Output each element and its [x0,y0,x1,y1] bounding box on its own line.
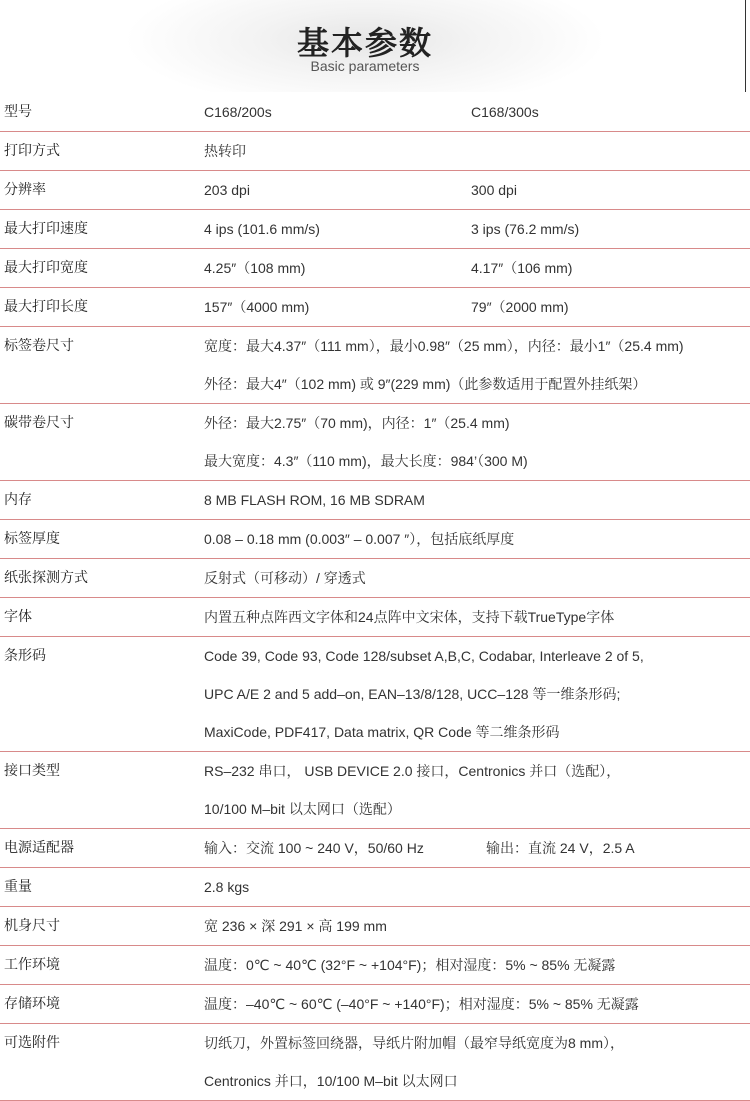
spec-label: 可选附件 [4,1035,60,1051]
spec-row [0,93,750,132]
spec-value: UPC A/E 2 and 5 add–on, EAN–13/8/128, UCC–128 等一维条形码; [204,686,621,702]
spec-row [0,520,750,559]
spec-row [0,327,750,404]
spec-value: C168/300s [471,104,539,120]
spec-label: 机身尺寸 [4,918,60,934]
spec-value: 内置五种点阵西文字体和24点阵中文宋体，支持下载TrueType字体 [204,609,615,625]
spec-value: 温度：0℃ ~ 40℃ (32°F ~ +104°F)；相对湿度：5% ~ 85% 无凝露 [204,957,616,973]
spec-value: 3 ips (76.2 mm/s) [471,221,580,237]
spec-line [0,210,750,248]
spec-value: 0.08 – 0.18 mm (0.003″ – 0.007 ″），包括底纸厚度 [204,531,515,547]
spec-line [0,481,750,519]
edge-divider [745,0,750,92]
spec-value: 4.17″（106 mm) [471,260,573,276]
spec-value: 10/100 M–bit 以太网口（选配） [204,801,401,817]
spec-line [0,132,750,170]
spec-row [0,171,750,210]
spec-line [0,637,750,675]
spec-value: 300 dpi [471,182,517,198]
spec-value: 2.8 kgs [204,879,250,895]
spec-row [0,907,750,946]
spec-value: 反射式（可移动）/ 穿透式 [204,570,366,586]
spec-label: 条形码 [4,648,46,664]
spec-label: 标签卷尺寸 [4,338,74,354]
spec-label: 接口类型 [4,763,60,779]
spec-value: 宽度：最大4.37″（111 mm），最小0.98″（25 mm），内径：最小1″（25.4 mm) [204,338,684,354]
spec-value: 热转印 [204,143,246,159]
spec-row [0,288,750,327]
spec-value: 外径：最大2.75″（70 mm)，内径：1″（25.4 mm) [204,415,510,431]
spec-label: 字体 [4,609,32,625]
spec-line [0,907,750,945]
spec-line [0,327,750,365]
spec-value: 8 MB FLASH ROM, 16 MB SDRAM [204,492,425,508]
spec-row [0,946,750,985]
spec-line [0,868,750,906]
spec-line [0,171,750,209]
page-subtitle: Basic parameters [310,58,420,74]
spec-value: 外径：最大4″（102 mm) 或 9″(229 mm)（此参数适用于配置外挂纸架） [204,376,647,392]
spec-line [0,946,750,984]
spec-line [0,249,750,287]
spec-row [0,1024,750,1101]
spec-line [0,790,750,828]
spec-value: 最大宽度：4.3″（110 mm)，最大长度：984’（300 M) [204,453,528,469]
spec-line [0,829,750,867]
page-title: 基本参数 [296,24,433,62]
spec-value: C168/200s [204,104,272,120]
spec-row [0,985,750,1024]
spec-label: 碳带卷尺寸 [4,415,74,431]
spec-label: 工作环境 [4,957,60,973]
spec-value: RS–232 串口， USB DEVICE 2.0 接口，Centronics 并口（选配）， [204,763,621,779]
spec-row [0,559,750,598]
spec-value: 切纸刀，外置标签回绕器，导纸片附加帽（最窄导纸宽度为8 mm）， [204,1035,624,1051]
spec-row [0,404,750,481]
spec-row [0,249,750,288]
spec-row [0,598,750,637]
spec-label: 最大打印长度 [4,299,88,315]
spec-label: 纸张探测方式 [4,570,88,586]
spec-label: 最大打印宽度 [4,260,88,276]
spec-table [0,93,750,1101]
spec-value: Code 39, Code 93, Code 128/subset A,B,C, Codabar, Interleave 2 of 5, [204,648,644,664]
spec-value: 203 dpi [204,182,250,198]
spec-line [0,985,750,1023]
spec-value: 4 ips (101.6 mm/s) [204,221,320,237]
spec-label: 电源适配器 [4,840,74,856]
spec-line [0,598,750,636]
spec-line [0,288,750,326]
spec-label: 存储环境 [4,996,60,1012]
spec-line [0,559,750,597]
spec-label: 最大打印速度 [4,221,88,237]
spec-line [0,1062,750,1100]
spec-label: 内存 [4,492,32,508]
spec-line [0,1024,750,1062]
spec-value: 157″（4000 mm) [204,299,310,315]
spec-row [0,868,750,907]
spec-label: 型号 [4,104,32,120]
spec-line [0,752,750,790]
spec-row [0,132,750,171]
spec-value: 4.25″（108 mm) [204,260,306,276]
spec-value: Centronics 并口，10/100 M–bit 以太网口 [204,1073,458,1089]
spec-value: 输出：直流 24 V，2.5 A [486,840,635,856]
spec-label: 分辨率 [4,182,46,198]
spec-value: MaxiCode, PDF417, Data matrix, QR Code 等二维条形码 [204,724,560,740]
spec-line [0,675,750,713]
spec-row [0,481,750,520]
spec-row [0,752,750,829]
spec-value: 温度：–40℃ ~ 60℃ (–40°F ~ +140°F)；相对湿度：5% ~ 85% 无凝露 [204,996,639,1012]
spec-row [0,637,750,752]
spec-line [0,520,750,558]
spec-label: 标签厚度 [4,531,60,547]
spec-label: 打印方式 [4,143,60,159]
spec-line [0,93,750,131]
spec-label: 重量 [4,879,32,895]
spec-line [0,365,750,403]
spec-row [0,210,750,249]
spec-line [0,442,750,480]
spec-row [0,829,750,868]
spec-value: 79″（2000 mm) [471,299,569,315]
spec-line [0,713,750,751]
spec-value: 宽 236 × 深 291 × 高 199 mm [204,918,387,934]
spec-value: 输入：交流 100 ~ 240 V，50/60 Hz [204,840,424,856]
spec-line [0,404,750,442]
